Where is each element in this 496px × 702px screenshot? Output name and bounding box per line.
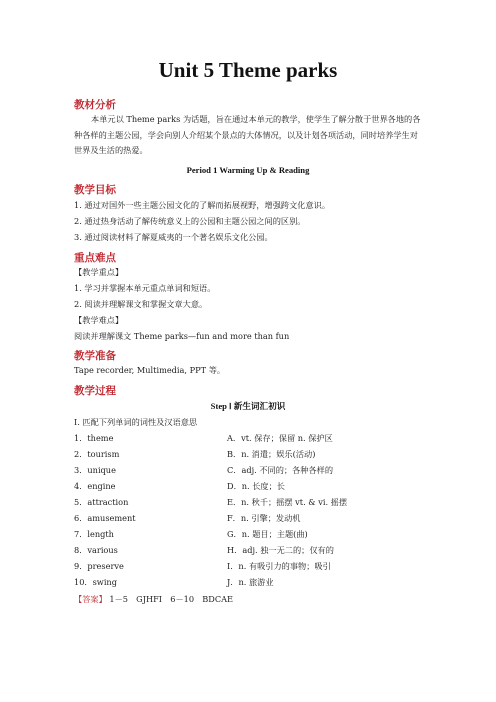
vocab-word: 8．various xyxy=(74,545,118,555)
vocab-meaning: B．n. 消遣；娱乐(活动) xyxy=(227,449,316,459)
answer-text: 1－5 GJHFI 6－10 BDCAE xyxy=(109,594,233,604)
preparation-heading: 教学准备 xyxy=(74,350,116,362)
period-title: Period 1 Warming Up & Reading xyxy=(186,165,310,175)
vocab-word: 1．theme xyxy=(74,433,114,443)
vocab-meaning: E．n. 秋千；摇摆 vt. & vi. 摇摆 xyxy=(227,497,348,507)
vocab-word: 9．preserve xyxy=(74,561,124,571)
focus-item: 1. 学习并掌握本单元重点单词和短语。 xyxy=(74,283,216,293)
vocab-row xyxy=(74,449,424,463)
vocab-word: 3．unique xyxy=(74,465,116,475)
vocab-row xyxy=(74,529,424,543)
vocab-meaning: A．vt. 保存；保留 n. 保护区 xyxy=(227,433,333,443)
vocab-meaning: H．adj. 独一无二的；仅有的 xyxy=(227,545,334,555)
goal-item: 2. 通过热身活动了解传统意义上的公园和主题公园之间的区别。 xyxy=(74,216,306,226)
difficulty-label: 【教学难点】 xyxy=(74,315,124,325)
analysis-paragraph: 本单元以 Theme parks 为话题，旨在通过本单元的教学，使学生了解分散于世界各地的各种各样的主题公园，学会向别人介绍某个景点的大体情况，以及计划各项活动，同时培养学生对世界及生活的热爱。 xyxy=(74,114,421,155)
vocab-row xyxy=(74,513,424,527)
preparation-text: Tape recorder, Multimedia, PPT 等。 xyxy=(74,365,226,375)
difficulty-text: 阅读并理解课文 Theme parks—fun and more than fun xyxy=(74,331,290,341)
vocab-meaning: I．n. 有吸引力的事物；吸引 xyxy=(227,561,331,571)
vocab-meaning: G．n. 题目；主题(曲) xyxy=(227,529,308,539)
vocab-word: 2．tourism xyxy=(74,449,120,459)
vocab-word: 7．length xyxy=(74,529,114,539)
vocab-word: 6．amusement xyxy=(74,513,136,523)
process-heading: 教学过程 xyxy=(74,385,116,397)
vocab-meaning: C．adj. 不同的；各种各样的 xyxy=(227,465,334,475)
vocab-meaning: D．n. 长度；长 xyxy=(227,481,285,491)
exercise-instruction: Ⅰ. 匹配下列单词的词性及汉语意思 xyxy=(74,417,198,427)
key-points-heading: 重点难点 xyxy=(74,252,116,264)
answer-line xyxy=(74,594,233,605)
vocab-row xyxy=(74,545,424,559)
vocab-meaning: J．n. 旅游业 xyxy=(227,577,274,587)
vocab-row xyxy=(74,465,424,479)
vocab-row xyxy=(74,481,424,495)
vocab-word: 4．engine xyxy=(74,481,116,491)
analysis-heading: 教材分析 xyxy=(74,99,116,111)
vocab-meaning: F．n. 引擎；发动机 xyxy=(227,513,301,523)
step-title: Step Ⅰ 新生词汇初识 xyxy=(210,401,286,411)
document-title: Unit 5 Theme parks xyxy=(158,58,338,82)
vocab-row xyxy=(74,497,424,511)
answer-label: 【答案】 xyxy=(74,594,107,604)
vocab-word: 10．swing xyxy=(74,577,117,587)
focus-item: 2. 阅读并理解课文和掌握文章大意。 xyxy=(74,299,208,309)
vocab-row xyxy=(74,561,424,575)
vocab-word: 5．attraction xyxy=(74,497,129,507)
goal-item: 1. 通过对国外一些主题公园文化的了解而拓展视野，增强跨文化意识。 xyxy=(74,200,331,210)
goals-heading: 教学目标 xyxy=(74,184,116,196)
focus-label: 【教学重点】 xyxy=(74,267,124,277)
goal-item: 3. 通过阅读材料了解夏威夷的一个著名娱乐文化公园。 xyxy=(74,232,273,242)
vocab-row xyxy=(74,577,424,591)
vocab-row xyxy=(74,433,424,447)
